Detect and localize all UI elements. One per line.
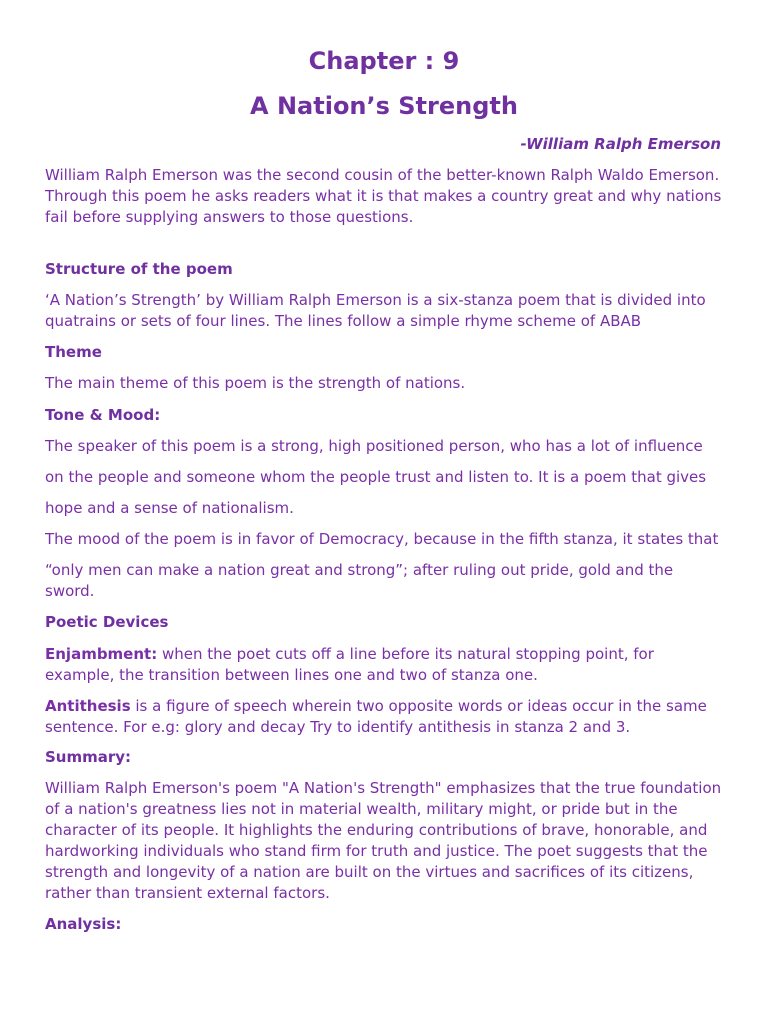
- devices-heading: Poetic Devices: [45, 613, 169, 631]
- summary-paragraph: William Ralph Emerson's poem "A Nation's Strength" emphasizes that the true foundation of a nation's greatness lies not in material wealth, military might, or pride but in the character of its people. It highlights the enduring contributions of brave, honorable, and hardworking individuals who stand firm for truth and justice. The poet suggests that the strength and longevity of a nation are built on the virtues and sacrifices of its citizens, rather than transient external factors.: [45, 779, 722, 902]
- intro-paragraph: William Ralph Emerson was the second cousin of the better-known Ralph Waldo Emerson. Through this poem he asks readers what it is that makes a country great and why nations fail before supplying answers to those questions.: [45, 166, 722, 226]
- enjambment-term: Enjambment:: [45, 645, 158, 663]
- theme-paragraph: The main theme of this poem is the strength of nations.: [45, 374, 466, 392]
- tone-paragraph: The speaker of this poem is a strong, high positioned person, who has a lot of influence on the people and someone whom the people trust and listen to. It is a poem that gives hope and a sense of nationalism.: [45, 437, 707, 517]
- antithesis-term: Antithesis: [45, 697, 131, 715]
- structure-paragraph: ‘A Nation’s Strength’ by William Ralph Emerson is a six-stanza poem that is divided into quatrains or sets of four lines. The lines follow a simple rhyme scheme of ABAB: [45, 291, 706, 330]
- enjambment-paragraph: [45, 644, 725, 686]
- antithesis-paragraph: [45, 696, 725, 738]
- author-line: -William Ralph Emerson: [520, 135, 721, 153]
- mood-line-1: The mood of the poem is in favor of Democracy, because in the fifth stanza, it states that: [45, 530, 719, 548]
- mood-line-2: “only men can make a nation great and strong”; after ruling out pride, gold and the sword.: [45, 561, 674, 600]
- enjambment-definition: when the poet cuts off a line before its natural stopping point, for example, the transition between lines one and two of stanza one.: [45, 645, 654, 684]
- theme-heading: Theme: [45, 343, 102, 361]
- structure-heading: Structure of the poem: [45, 260, 233, 278]
- analysis-heading: Analysis:: [45, 915, 122, 933]
- poem-title: A Nation’s Strength: [250, 92, 518, 120]
- antithesis-definition: is a figure of speech wherein two opposite words or ideas occur in the same sentence. For e.g: glory and decay Try to identify antithesis in stanza 2 and 3.: [45, 697, 707, 736]
- tone-heading: Tone & Mood:: [45, 406, 161, 424]
- chapter-heading: Chapter : 9: [308, 47, 460, 75]
- summary-heading: Summary:: [45, 748, 132, 766]
